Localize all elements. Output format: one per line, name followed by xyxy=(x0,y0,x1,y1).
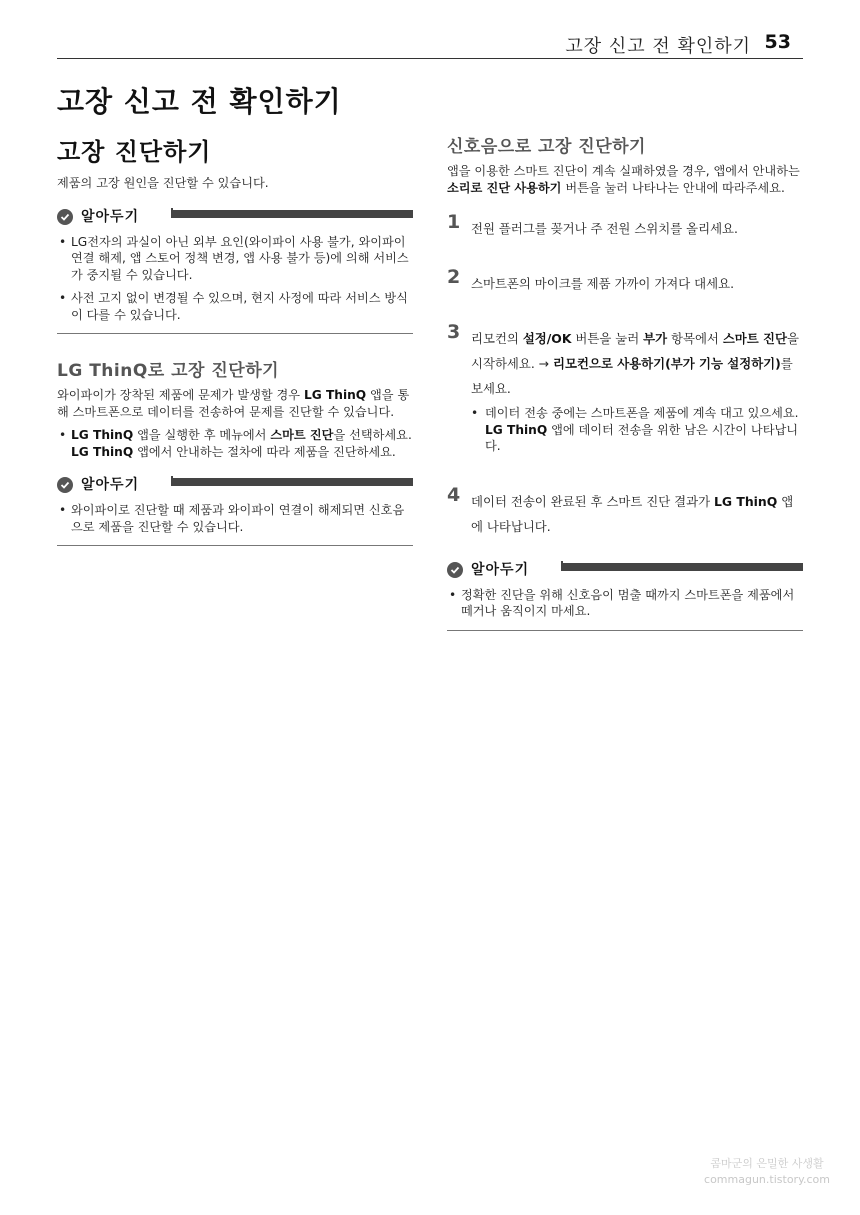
step-text: 스마트폰의 마이크를 제품 가까이 가져다 대세요. xyxy=(471,276,735,291)
check-icon xyxy=(57,209,73,225)
step-number: 1 xyxy=(447,211,461,233)
note-end-rule xyxy=(57,333,413,334)
list-item: • 데이터 전송 중에는 스마트폰을 제품에 계속 대고 있으세요. LG ThinQ 앱에 데이터 전송을 위한 남은 시간이 나타납니다. xyxy=(471,406,799,453)
note-box xyxy=(447,559,803,631)
step-item xyxy=(447,211,803,241)
section-title-thinq: LG ThinQ로 고장 진단하기 xyxy=(57,361,280,381)
note-divider xyxy=(561,563,803,571)
note-box xyxy=(57,206,413,335)
right-column xyxy=(447,132,803,631)
step-text: 리모컨의 설정/OK 버튼을 눌러 부가 항목에서 스마트 진단을 시작하세요. → 리모컨으로 사용하기(부가 기능 설정하기)를 보세요. xyxy=(471,331,799,396)
page-header xyxy=(57,28,803,59)
section-intro: 와이파이가 장착된 제품에 문제가 발생할 경우 LG ThinQ 앱을 통해 스마트폰으로 데이터를 전송하여 문제를 진단할 수 있습니다. xyxy=(57,388,410,419)
list-item: • 정확한 진단을 위해 신호음이 멈출 때까지 스마트폰을 제품에서 떼거나 움직이지 마세요. xyxy=(449,587,795,618)
page-title: 고장 신고 전 확인하기 xyxy=(57,85,342,118)
note-label: 알아두기 xyxy=(81,208,140,225)
step-item xyxy=(447,321,803,401)
section-title-beep: 신호음으로 고장 진단하기 xyxy=(447,137,646,157)
header-title: 고장 신고 전 확인하기 xyxy=(565,36,751,57)
section-intro: 앱을 이용한 스마트 진단이 계속 실패하였을 경우, 앱에서 안내하는 소리로 진단 사용하기 버튼을 눌러 나타나는 안내에 따라주세요. xyxy=(447,164,800,195)
list-item: • 와이파이로 진단할 때 제품과 와이파이 연결이 해제되면 신호음으로 제품을 진단할 수 있습니다. xyxy=(59,503,405,534)
section-title-diagnosis: 고장 진단하기 xyxy=(57,138,212,166)
note-box xyxy=(57,474,413,546)
step-text: 전원 플러그를 꽂거나 주 전원 스위치를 올리세요. xyxy=(471,221,738,236)
section-intro: 제품의 고장 원인을 진단할 수 있습니다. xyxy=(57,176,269,190)
note-end-rule xyxy=(447,630,803,631)
note-end-rule xyxy=(57,545,413,546)
note-label: 알아두기 xyxy=(471,561,530,578)
watermark: 콤마군의 은밀한 사생활 commagun.tistory.com xyxy=(704,1157,830,1186)
list-item: • 사전 고지 없이 변경될 수 있으며, 현지 사정에 따라 서비스 방식이 다를 수 있습니다. xyxy=(59,291,408,322)
check-icon xyxy=(57,477,73,493)
step-number: 2 xyxy=(447,266,461,288)
note-label: 알아두기 xyxy=(81,477,140,493)
step-item xyxy=(447,483,803,539)
page-number: 53 xyxy=(764,31,791,53)
left-column xyxy=(57,132,413,546)
list-item: • LG전자의 과실이 아닌 외부 요인(와이파이 사용 불가, 와이파이 연결 해제, 앱 스토어 정책 변경, 앱 사용 불가 등)에 의해 서비스가 중지될 수 있습니다. xyxy=(59,234,409,282)
step-text: 데이터 전송이 완료된 후 스마트 진단 결과가 LG ThinQ 앱에 나타납니다. xyxy=(471,493,794,534)
step-number: 4 xyxy=(447,483,461,506)
note-divider xyxy=(171,210,413,218)
step-number: 3 xyxy=(447,321,461,343)
check-icon xyxy=(447,562,463,578)
note-divider xyxy=(171,478,413,486)
step-item xyxy=(447,266,803,296)
list-item: • LG ThinQ 앱을 실행한 후 메뉴에서 스마트 진단을 선택하세요. LG ThinQ 앱에서 안내하는 절차에 따라 제품을 진단하세요. xyxy=(59,428,412,459)
